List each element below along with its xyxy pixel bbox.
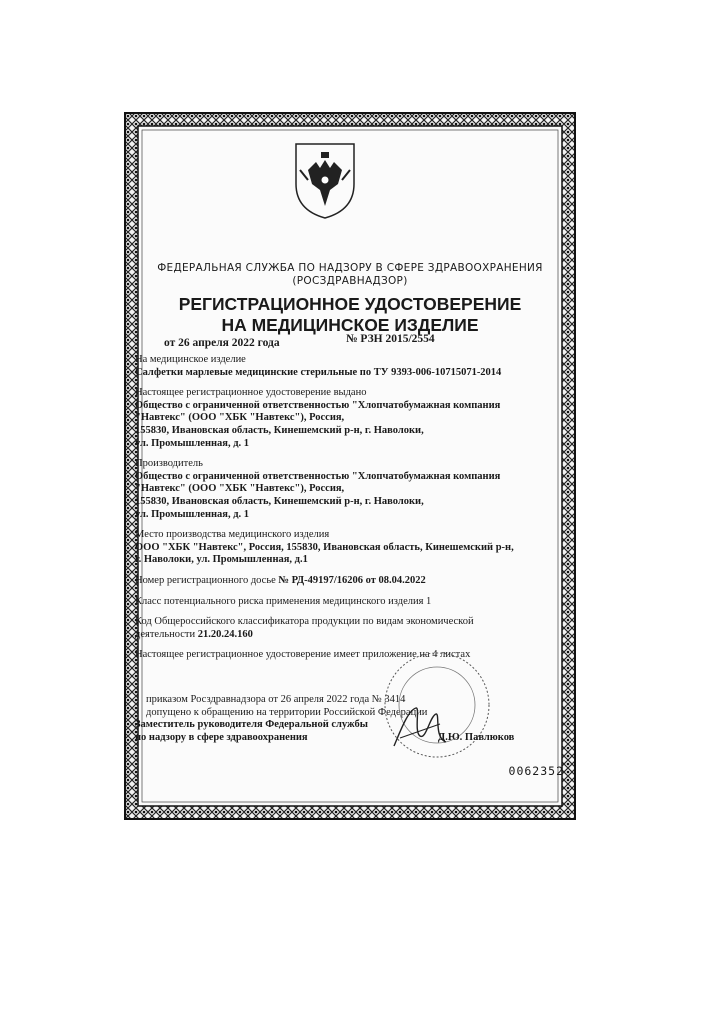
issued-to-line: Общество с ограниченной ответственностью "Хлопчатобумажная компания	[135, 399, 501, 411]
appendix-note: Настоящее регистрационное удостоверение имеет приложение на 4 листах	[135, 649, 471, 661]
admission-line: допущено к обращению на территории Российской Федерации	[146, 706, 428, 718]
certificate-sheet	[124, 112, 576, 820]
registration-number: № РЗН 2015/2554	[346, 333, 435, 345]
issue-date-line	[164, 333, 544, 349]
signatory-title-2: по надзору в сфере здравоохранения	[135, 731, 308, 743]
manufacturer-line: "Навтекс" (ООО "ХБК "Навтекс"), Россия,	[135, 483, 345, 495]
okpd-label: Код Общероссийского классификатора продукции по видам экономической	[135, 616, 474, 628]
production-site-label: Место производства медицинского изделия	[135, 529, 330, 541]
agency-abbrev: (РОСЗДРАВНАДЗОР)	[292, 275, 408, 287]
issued-to-line: ул. Промышленная, д. 1	[135, 437, 250, 449]
okpd-label-2: деятельности	[135, 628, 196, 640]
order-line: приказом Росздравнадзора от 26 апреля 2022 года № 3414	[146, 694, 406, 705]
okpd-code: 21.20.24.160	[197, 628, 253, 640]
dossier-line	[135, 575, 525, 588]
dossier-label: Номер регистрационного досье	[135, 574, 276, 586]
signature-block	[124, 694, 576, 744]
serial-number: 0062352	[508, 764, 564, 778]
document-title	[124, 294, 576, 336]
production-site-line: ООО "ХБК "Навтекс", Россия, 155830, Ивановская область, Кинешемский р-н,	[135, 541, 514, 553]
dossier-value: № РД-49197/16206 от 08.04.2022	[278, 574, 426, 586]
certificate-body	[135, 354, 525, 662]
handwritten-signature	[390, 702, 450, 752]
issue-date: от 26 апреля 2022 года	[164, 337, 280, 349]
device-name: Салфетки марлевые медицинские стерильные по ТУ 9393-006-10715071-2014	[135, 366, 502, 378]
risk-class: Класс потенциального риска применения медицинского изделия 1	[135, 595, 432, 607]
issued-to-line: 155830, Ивановская область, Кинешемский р-н, г. Наволоки,	[135, 424, 424, 436]
issued-to-line: "Навтекс" (ООО "ХБК "Навтекс"), Россия,	[135, 412, 345, 424]
signatory-name: Д.Ю. Павлюков	[438, 732, 515, 743]
device-label: На медицинское изделие	[135, 354, 246, 365]
manufacturer-line: ул. Промышленная, д. 1	[135, 508, 250, 520]
manufacturer-label: Производитель	[135, 458, 203, 470]
issued-to-label: Настоящее регистрационное удостоверение выдано	[135, 387, 367, 399]
manufacturer-line: 155830, Ивановская область, Кинешемский р-н, г. Наволоки,	[135, 495, 424, 507]
manufacturer-line: Общество с ограниченной ответственностью "Хлопчатобумажная компания	[135, 470, 501, 482]
agency-line: ФЕДЕРАЛЬНАЯ СЛУЖБА ПО НАДЗОРУ В СФЕРЕ ЗДРАВООХРАНЕНИЯ	[157, 262, 543, 274]
production-site-line: г. Наволоки, ул. Промышленная, д.1	[135, 554, 308, 566]
agency-name	[124, 262, 576, 288]
title-line: РЕГИСТРАЦИОННОЕ УДОСТОВЕРЕНИЕ	[178, 294, 522, 314]
title-line: НА МЕДИЦИНСКОЕ ИЗДЕЛИЕ	[221, 315, 479, 335]
okpd-line	[135, 629, 525, 642]
signatory-title: Заместитель руководителя Федеральной службы	[135, 719, 368, 731]
coat-of-arms-icon	[290, 140, 360, 220]
